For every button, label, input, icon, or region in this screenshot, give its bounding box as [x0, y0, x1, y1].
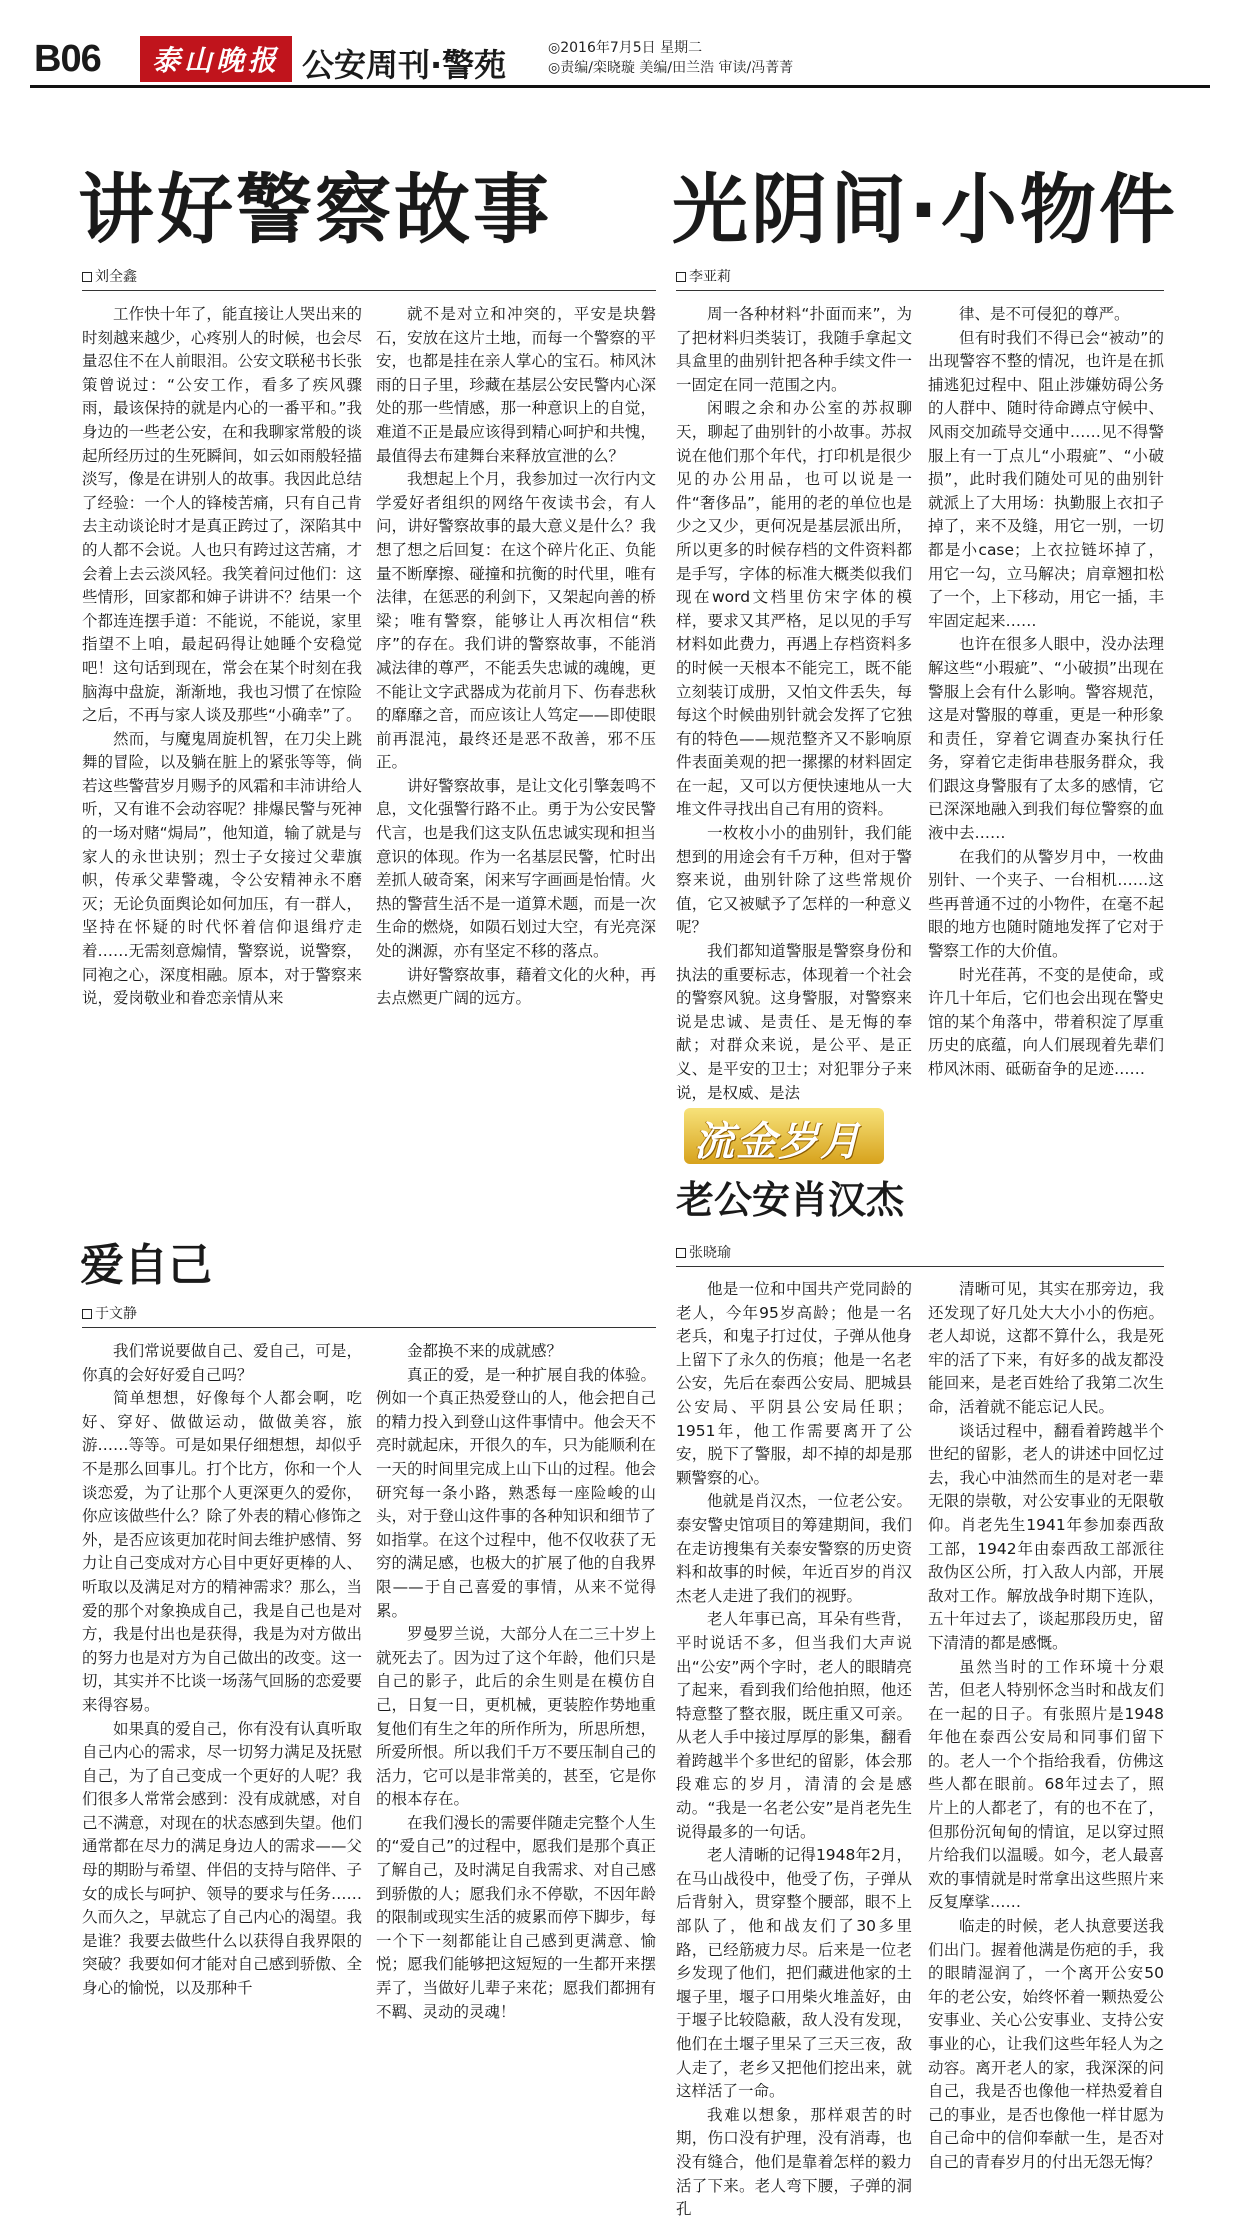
article-byline: 李亚莉: [676, 268, 731, 286]
article-paragraph: 我们都知道警服是警察身份和执法的重要标志，体现着一个社会的警察风貌。这身警服，对警察来说是忠诚、是责任、是无悔的奉献；对群众来说，是公平、是正义、是平安的卫士；对犯罪分子来说，是权威、是法: [676, 942, 912, 1102]
divider: [82, 290, 656, 291]
column-logo-text: 流金岁月: [694, 1118, 862, 1165]
article-byline: 张晓瑜: [676, 1244, 731, 1262]
divider: [82, 1327, 656, 1328]
article-paragraph: 真正的爱，是一种扩展自我的体验。例如一个真正热爱登山的人，他会把自己的精力投入到登山这件事情中。他会天不亮时就起床，开很久的车，只为能顺利在一天的时间里完成上山下山的过程。他会研究每一条小路，熟悉每一座险峻的山头，对于登山这件事的各种知识和细节了如指掌。在这个过程中，他不仅收获了无穷的满足感，也极大的扩展了他的自我界限——于自己喜爱的事情，从来不觉得累。: [376, 1365, 656, 1620]
article-paragraph: 老人年事已高，耳朵有些背，平时说话不多，但当我们大声说出“公安”两个字时，老人的眼睛亮了起来，看到我们给他拍照，他还特意整了整衣服，既庄重又可亲。从老人手中接过厚厚的影集，翻看着跨越半个多世纪的留影，体会那段难忘的岁月，清清的会是感动。“我是一名老公安”是肖老先生说得最多的一句话。: [676, 1610, 912, 1841]
article-title: 讲好警察故事: [78, 165, 552, 254]
article-paragraph: 在我们的从警岁月中，一枚曲别针、一个夹子、一台相机……这些再普通不过的小物件，在毫不起眼的地方也随时随地发挥了它对于警察工作的大价值。: [928, 847, 1164, 961]
article-paragraph: 周一各种材料“扑面而来”，为了把材料归类装订，我随手拿起文具盒里的曲别针把各种手续文件一一固定在同一范围之内。: [676, 305, 912, 394]
article-paragraph: 临走的时候，老人执意要送我们出门。握着他满是伤疤的手，我的眼睛湿润了，一个离开公安50年的老公安，始终怀着一颗热爱公安事业、关心公安事业、支持公安事业的心，让我们这些年轻人为之动容。离开老人的家，我深深的问自己，我是否也像他一样热爱着自己的事业，是否也像他一样甘愿为自己命中的信仰奉献一生，是否对自己的青春岁月的付出无怨无悔？: [928, 1917, 1164, 2171]
article-column: [376, 1340, 656, 2021]
article-title: 光阴间·小物件: [672, 165, 1178, 254]
article-paragraph: 也许在很多人眼中，没办法理解这些“小瑕疵”、“小破损”出现在警服上会有什么影响。警容规范，这是对警服的尊重，更是一种形象和责任，穿着它调查办案执行任务，穿着它走街串巷服务群众，我们跟这身警服有了太多的感情，它已深深地融入到我们每位警察的血液中去……: [928, 635, 1164, 843]
article-title: 老公安肖汉杰: [676, 1178, 905, 1222]
date-line: ◎2016年7月5日 星期二: [548, 40, 703, 56]
article-paragraph: 清晰可见，其实在那旁边，我还发现了好几处大大小小的伤疤。老人却说，这都不算什么，我是死牢的活了下来，有好多的战友都没能回来，是老百姓给了我第二次生命，活着就不能忘记人民。: [928, 1280, 1164, 1416]
divider: [676, 1266, 1164, 1267]
article-paragraph: 虽然当时的工作环境十分艰苦，但老人特别怀念当时和战友们在一起的日子。有张照片是1948年他在泰西公安局和同事们留下的。老人一个个指给我看，仿佛这些人都在眼前。68年过去了，照片上的人都老了，有的也不在了，但那份沉甸甸的情谊，足以穿过照片给我们以温暖。如今，老人最喜欢的事情就是时常拿出这些照片来反复摩挲……: [928, 1657, 1164, 1912]
article-column: [82, 303, 362, 1137]
article-paragraph: 在我们漫长的需要伴随走完整个人生的“爱自己”的过程中，愿我们是那个真正了解自己，及时满足自我需求、对自己感到骄傲的人；愿我们永不停歇，不因年龄的限制或现实生活的疲累而停下脚步，每一个下一刻都能让自己感到更满意、愉悦；愿我们能够把这短短的一生都开来摆弄了，当做好儿辈子来花；愿我们都拥有不羁、灵动的灵魂！: [376, 1813, 656, 2021]
article-paragraph: 他是一位和中国共产党同龄的老人，今年95岁高龄；他是一名老兵，和鬼子打过仗，子弹从他身上留下了永久的伤痕；他是一名老公安，先后在泰西公安局、肥城县公安局、平阴县公安局任职；1951年，他工作需要离开了公安，脱下了警服，却不掉的却是那颗警察的心。: [676, 1280, 912, 1487]
article-paragraph: 时光荏苒，不变的是使命，或许几十年后，它们也会出现在警史馆的某个角落中，带着积淀了厚重历史的底蕴，向人们展现着先辈们栉风沐雨、砥砺奋争的足迹……: [928, 965, 1164, 1078]
article-paragraph: 工作快十年了，能直接让人哭出来的时刻越来越少，心疼别人的时候，也会尽量忍住不在人前眼泪。公安文联秘书长张策曾说过：“公安工作，看多了疾风骤雨，最该保持的就是内心的一番平和。”我身边的一些老公安，在和我聊家常般的谈起所经历过的生死瞬间，如云如雨般轻描淡写，像是在讲别人的故事。我因此总结了经验：一个人的锋棱苦痛，只有自己肯去主动谈论时才是真正跨过了，深陷其中的人都不会说。人也只有跨过这苦痛，才会着上去云淡风轻。我笑着问过他们：这些情形，回家都和婶子讲讲不？结果一个个都连连摆手道：不能说，不能说，家里指望不上咱，最起码得让她睡个安稳觉吧！这句话到现在，常会在某个时刻在我脑海中盘旋，渐渐地，我也习惯了在惊险之后，不再与家人谈及那些“小确幸”了。: [82, 305, 362, 725]
article-paragraph: 罗曼罗兰说，大部分人在二三十岁上就死去了。因为过了这个年龄，他们只是自己的影子，此后的余生则是在模仿自己，日复一日，更机械，更装腔作势地重复他们有生之年的所作所为，所思所想，所爱所恨。所以我们千万不要压制自己的活力，它可以是非常美的，甚至，它是你的根本存在。: [376, 1625, 656, 1809]
article-paragraph: 简单想想，好像每个人都会啊，吃好、穿好、做做运动，做做美容，旅游……等等。可是如果仔细想想，却似乎不是那么回事儿。打个比方，你和一个人谈恋爱，为了让那个人更深更久的爱你，你应该做些什么？除了外表的精心修饰之外，是否应该更加花时间去维护感情、努力让自己变成对方心目中更好更棒的人、听取以及满足对方的精神需求？那么，当爱的那个对象换成自己，我是自己也是对方，我是付出也是获得，我是为对方做出的努力也是对方为自己做出的改变。这一切，其实并不比谈一场荡气回肠的恋爱要来得容易。: [82, 1389, 362, 1714]
article-paragraph: 我难以想象，那样艰苦的时期，伤口没有护理，没有消毒，也没有缝合，他们是靠着怎样的毅力活了下来。老人弯下腰，子弹的洞孔: [676, 2105, 912, 2219]
column-logo: [676, 1098, 896, 1170]
article-title: 爱自己: [80, 1240, 212, 1291]
article-column: [928, 1278, 1164, 2171]
article-paragraph: 律、是不可侵犯的尊严。: [959, 305, 1130, 323]
article-paragraph: 老人清晰的记得1948年2月，在马山战役中，他受了伤，子弹从后背射入，贯穿整个腰部，眼不上部队了，他和战友们了30多里路，已经筋疲力尽。后来是一位老乡发现了他们，把们藏进他家的土堰子里，堰子口用柴火堆盖好，由于堰子比较隐蔽，敌人没有发现，他们在土堰子里呆了三天三夜，敌人走了，老乡又把他们挖出来，就这样活了一命。: [676, 1846, 912, 2101]
article-paragraph: 他就是肖汉杰，一位老公安。泰安警史馆项目的筹建期间，我们在走访搜集有关泰安警察的历史资料和故事的时候，年近百岁的肖汉杰老人走进了我们的视野。: [676, 1492, 912, 1605]
divider: [676, 290, 1164, 291]
article-paragraph: 但有时我们不得已会“被动”的出现警容不整的情况，也许是在抓捕逃犯过程中、阻止涉嫌妨碍公务的人群中、随时待命蹲点守候中、风雨交加疏导交通中……见不得警服上有一丁点儿“小瑕疵”、“小破损”，此时我们随处可见的曲别针就派上了大用场：执勤服上衣扣子掉了，来不及缝，用它一别，一切都是小case；上衣拉链坏掉了，用它一勾，立马解决；肩章翘扣松了一个，上下移动，用它一插，丰牢固定起来……: [928, 328, 1164, 630]
article-paragraph: 讲好警察故事，是让文化引擎轰鸣不息，文化强警行路不止。勇于为公安民警代言，也是我们这支队伍忠诚实现和担当意识的体现。作为一名基层民警，忙时出差抓人破奇案，闲来写字画画是怡情。火热的警营生活不是一道算术题，而是一次生命的燃烧，如陨石划过大空，有光亮深处的渊源，亦有坚定不移的落点。: [376, 776, 656, 961]
article-paragraph: 一枚枚小小的曲别针，我们能想到的用途会有千万种，但对于警察来说，曲别针除了这些常规价值，它又被赋予了怎样的一种意义呢？: [676, 824, 912, 937]
article-paragraph: 如果真的爱自己，你有没有认真听取自己内心的需求，尽一切努力满足及抚慰自己，为了自己变成一个更好的人呢？我们很多人常常会感到：没有成就感，对自己不满意，对现在的状态感到失望。他们通常都在尽力的满足身边人的需求——父母的期盼与希望、伴侣的支持与陪伴、子女的成长与呵护、领导的要求与任务……久而久之，早就忘了自己内心的渴望。我是谁？我要去做些什么以获得自我界限的突破？我要如何才能对自己感到骄傲、全身心的愉悦，以及那种千: [82, 1719, 362, 1998]
credits-line: ◎责编/栾晓璇 美编/田兰浩 审读/冯菁菁: [548, 60, 794, 76]
page-number: B06: [34, 38, 101, 80]
article-paragraph: 我们常说要做自己、爱自己，可是，你真的会好好爱自己吗？: [82, 1342, 362, 1384]
article-paragraph: 就不是对立和冲突的，平安是块磐石，安放在这片土地，而每一个警察的平安，也都是挂在亲人掌心的宝石。柿风沐雨的日子里，珍藏在基层公安民警内心深处的那一些情感，那一种意识上的自觉，难道不正是最应该得到精心呵护和共愧，最值得去布建舞台来释放宣泄的么？: [376, 305, 656, 465]
page-header: [30, 34, 1210, 88]
article-paragraph: 金都换不来的成就感？: [407, 1342, 563, 1360]
masthead-logo: 泰山晚报: [140, 36, 292, 82]
article-paragraph: 谈话过程中，翻看着跨越半个世纪的留影，老人的讲述中回忆过去，我心中油然而生的是对老一辈无限的崇敬，对公安事业的无限敬仰。肖老先生1941年参加泰西敌工部，1942年由泰西敌工部派往敌伪区公所，打入敌人内部，开展敌对工作。解放战争时期下连队，五十年过去了，谈起那段历史，留下清清的都是感慨。: [928, 1421, 1164, 1652]
article-paragraph: 然而，与魔鬼周旋机智，在刀尖上跳舞的冒险，以及躺在脏上的紧张等等，倘若这些警营岁月赐予的风霜和丰沛讲给人听，又有谁不会动容呢？排爆民警与死神的一场对赌“焗局”，他知道，输了就是与家人的永世诀别；烈士子女接过父辈旗帜，传承父辈警魂，令公安精神永不磨灭；无论负面舆论如何加压，有一群人，坚持在怀疑的时代怀着信仰退缉疗走着……无需刻意煽情，警察说，说警察，同袍之心，深度相融。原本，对于警察来说，爱岗敬业和眷恋亲情从来: [82, 729, 362, 1008]
article-column: [676, 1278, 912, 2219]
article-column: [376, 303, 656, 1137]
article-paragraph: 我想起上个月，我参加过一次行内文学爱好者组织的网络午夜读书会，有人问，讲好警察故事的最大意义是什么？我想了想之后回复：在这个碎片化正、负能量不断摩擦、碰撞和抗衡的时代里，唯有法律，在惩恶的利剑下，又架起向善的桥梁；唯有警察，能够让人再次相信“秩序”的存在。我们讲的警察故事，不能消减法律的尊严，不能丢失忠诚的魂魄，更不能让文字武器成为花前月下、伤春悲秋的靡靡之音，而应该让人笃定——即使眼前再混沌，最终还是恶不敌善，邪不压正。: [376, 470, 656, 772]
article-byline: 刘全鑫: [82, 268, 137, 286]
article-column: [676, 303, 912, 1102]
article-byline: 于文静: [82, 1305, 137, 1323]
section-title: 公安周刊·警苑: [302, 46, 507, 84]
article-paragraph: 闲暇之余和办公室的苏叔聊天，聊起了曲别针的小故事。苏叔说在他们那个年代，打印机是很少见的办公用品，也可以说是一件“奢侈品”，能用的老的单位也是少之又少，更何况是基层派出所，所以更多的时候存档的文件资料都是手写，字体的标准大概类似我们现在word文档里仿宋字体的模样，要求又其严格，足以见的手写材料如此费力，再遇上存档资料多的时候一天根本不能完工，既不能立刻装订成册，又怕文件丢失，每每这个时候曲别针就会发挥了它独有的特色——规范整齐又不影响原件表面美观的把一摞摞的材料固定在一起，又可以方便快速地从一大堆文件寻找出自己有用的资料。: [676, 399, 912, 819]
article-column: [928, 303, 1164, 1078]
article-paragraph: 讲好警察故事，藉着文化的火种，再去点燃更广阔的远方。: [376, 965, 656, 1008]
issue-meta: [548, 38, 793, 78]
article-column: [82, 1340, 362, 2002]
